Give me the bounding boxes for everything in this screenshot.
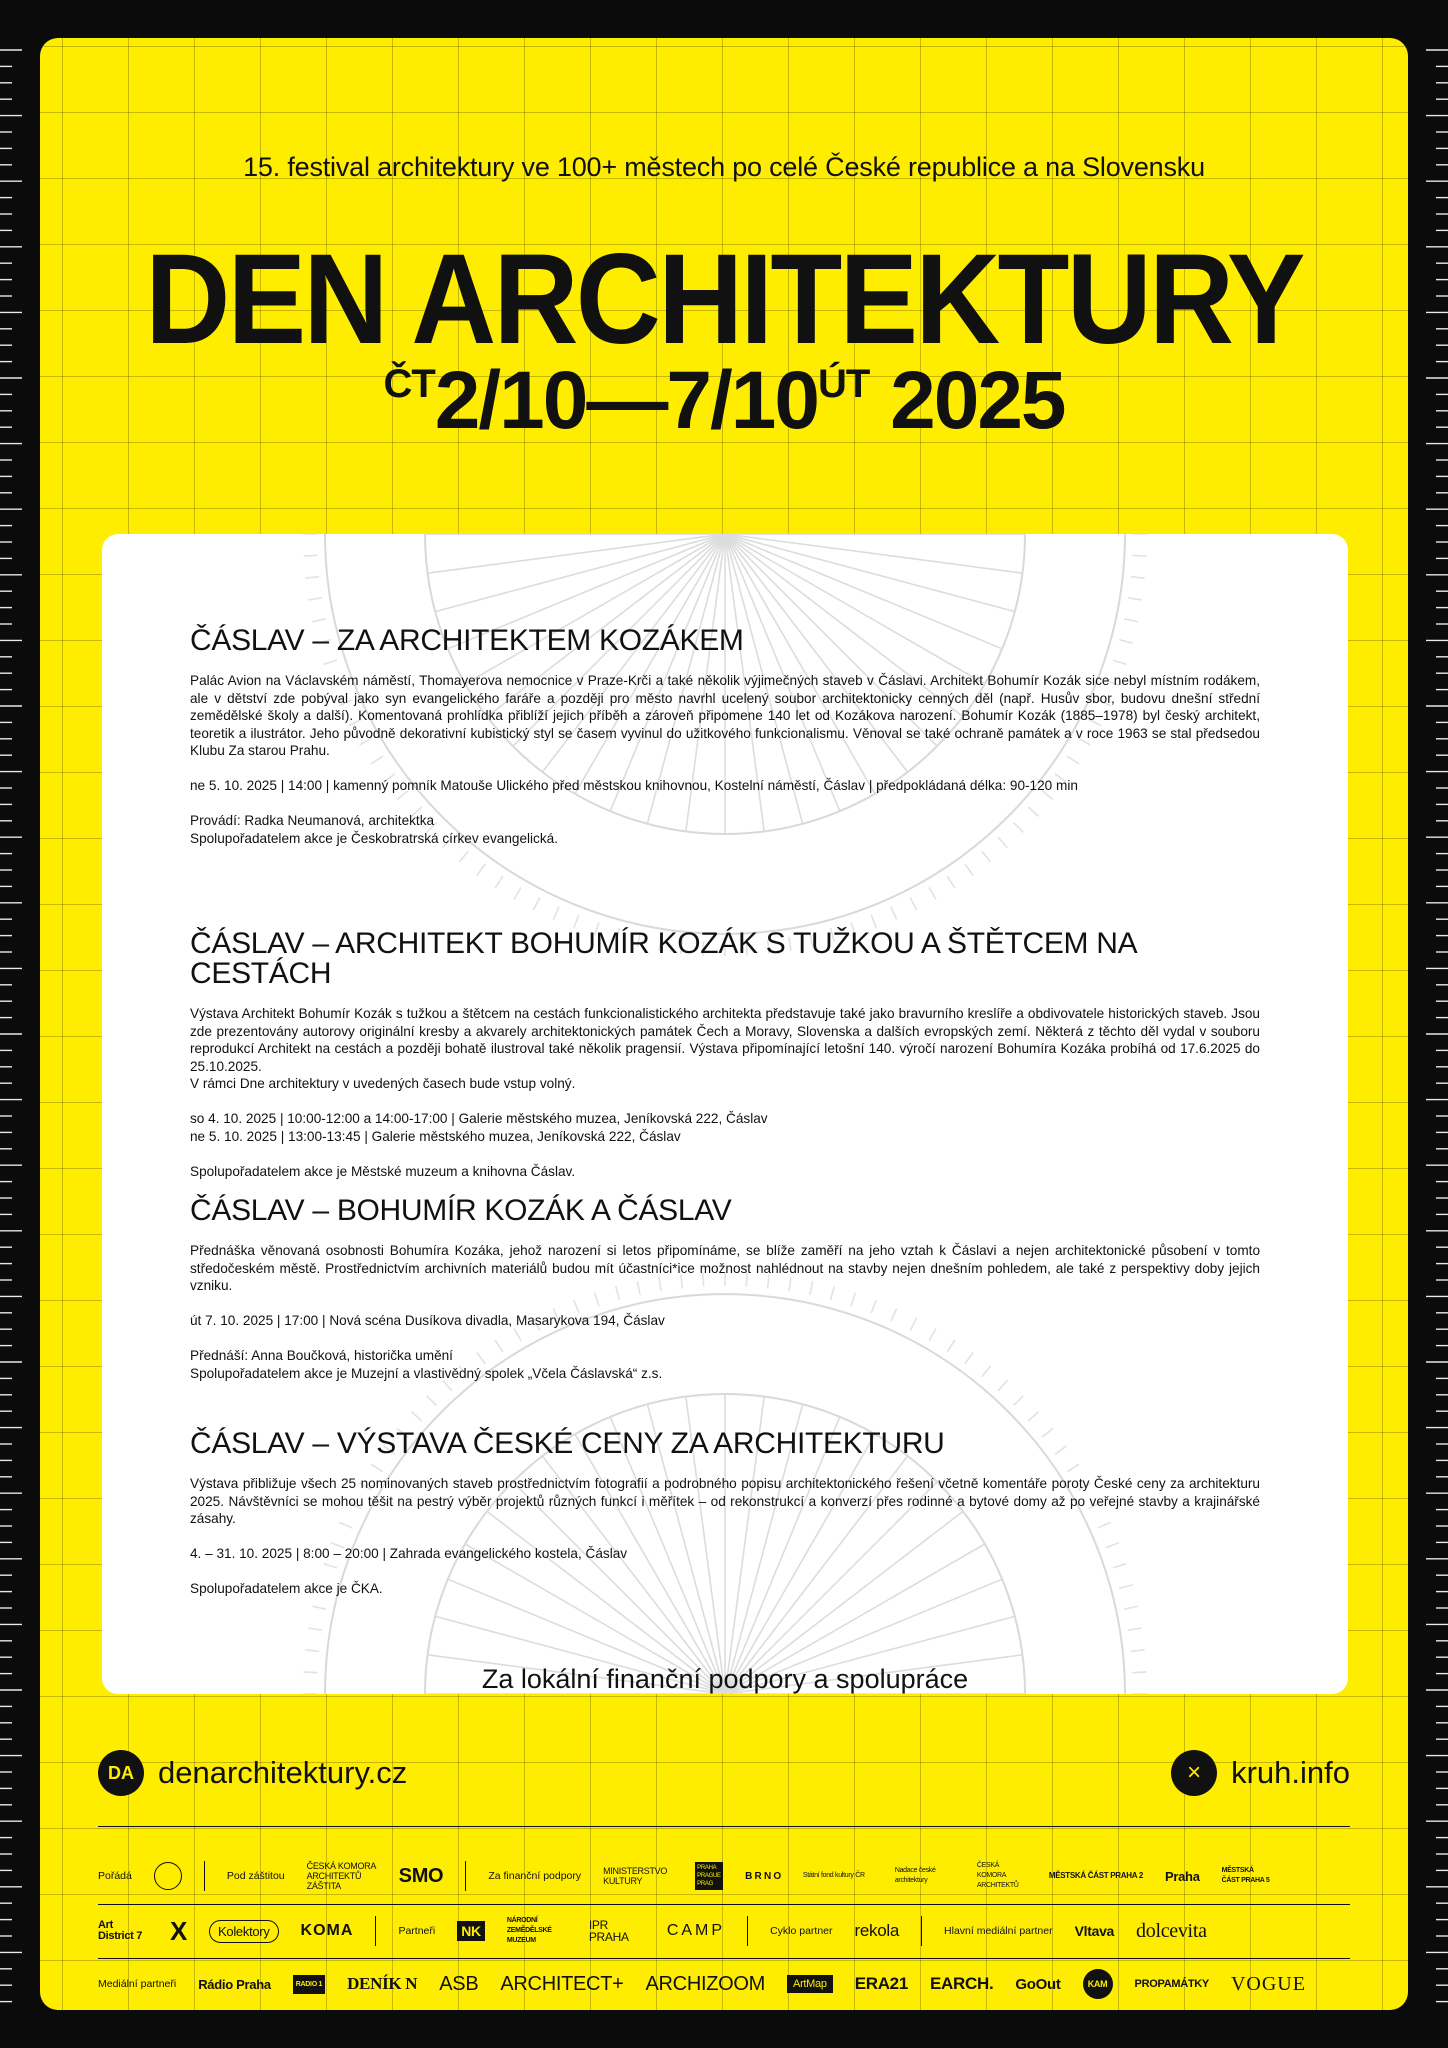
event-guide: Přednáší: Anna Boučková, historička umění <box>190 1348 453 1363</box>
compass-tick <box>982 851 991 862</box>
logo-smo: SMO <box>398 1864 444 1887</box>
logo-cka: ČESKÁ KOMORA ARCHITEKTŮ <box>976 1862 1019 1889</box>
compass-tick <box>427 1396 437 1406</box>
logo-koma: KOMA <box>300 1922 354 1939</box>
compass-tick <box>305 1650 319 1651</box>
compass-tick <box>305 577 319 578</box>
logo-camp: CAMP <box>666 1922 726 1939</box>
compass-tick <box>891 907 897 920</box>
label-media: Mediální partneři <box>98 1978 177 1990</box>
kruh-badge: × <box>1171 1750 1217 1796</box>
logo-vogue: VOGUE <box>1230 1972 1306 1995</box>
event-partner: Spolupořadatelem akce je Českobratrská církev evangelická. <box>190 830 558 846</box>
event-partner: Spolupořadatelem akce je Muzejní a vlastivědný spolek „Včela Čáslavská“ z.s. <box>190 1365 663 1381</box>
logo-nzm: NÁRODNÍ ZEMĚDĚLSKÉ MUZEUM <box>506 1917 552 1944</box>
label-cycle: Cyklo partner <box>770 1925 833 1937</box>
logo-archizoom: ARCHIZOOM <box>645 1972 766 1995</box>
compass-tick <box>411 1412 421 1421</box>
logo-rekola: rekola <box>854 1921 900 1940</box>
compass-tick <box>1131 577 1145 578</box>
event-partner: Spolupořadatelem akce je ČKA. <box>190 1581 383 1596</box>
logo-praha10: X <box>170 1915 188 1946</box>
label-patronage: Pod záštitou <box>226 1870 285 1882</box>
logo-ipr: IPR PRAHA <box>588 1918 629 1944</box>
logo-propamatky: PROPAMÁTKY <box>1134 1978 1209 1990</box>
compass-tick <box>965 864 973 875</box>
logo-radio1: RADIO 1 <box>293 1975 325 1994</box>
event-schedule: 4. – 31. 10. 2025 | 8:00 – 20:00 | Zahrada evangelického kostela, Čáslav <box>190 1546 628 1561</box>
logo-praha: Praha <box>1165 1868 1200 1884</box>
event-title: ČÁSLAV – BOHUMÍR KOZÁK A ČÁSLAV <box>190 1194 732 1227</box>
date-range: 2/10—7/10 <box>434 355 818 446</box>
compass-tick <box>477 864 485 875</box>
compass-tick <box>495 876 503 888</box>
compass-ray <box>725 534 1015 612</box>
compass-tick <box>459 851 468 862</box>
logo-architect: ARCHITECT+ <box>500 1972 624 1995</box>
compass-tick <box>1131 1650 1145 1651</box>
compass-ray <box>435 534 725 612</box>
logo-vltava: Vltava <box>1074 1923 1115 1939</box>
da-badge: DA <box>98 1750 144 1796</box>
compass-tick <box>1124 1606 1138 1609</box>
festival-subtitle: 15. festival architektury ve 100+ městech po celé České republice a na Slovensku <box>243 152 1205 182</box>
event-title: ČÁSLAV – ZA ARCHITEKTEM KOZÁKEM <box>190 624 744 657</box>
compass-tick <box>308 1628 322 1630</box>
logo-praha-praga: PRAHA PRAGUE PRAG <box>695 1862 723 1890</box>
event-description: Přednáška věnovaná osobnosti Bohumíra Kozáka, jehož narození si letos připomínáme, se blíže zaměří na jeho vztah k Čáslavi a nejen architektonické působení v tomto středočeském městě. Prostřednictvím archivních materiálů budou mít účastníci*ice možnost nahlédnout na stavby nejen dnešním pohledem, ale také z perspektivy doby jejich vzniku. <box>190 1243 1260 1293</box>
day-end: ÚT <box>817 362 870 406</box>
event-partner: Spolupořadatelem akce je Městské muzeum a knihovna Čáslav. <box>190 1163 576 1179</box>
compass-tick <box>533 898 539 910</box>
festival-dates <box>40 355 1408 446</box>
logo-kolektory: Kolektory <box>209 1920 279 1943</box>
logo-row-media <box>98 1960 1350 2008</box>
compass-tick <box>308 598 322 600</box>
compass-tick <box>947 876 955 888</box>
event-2 <box>190 929 1260 1180</box>
divider <box>98 1826 1350 1827</box>
event-title: ČÁSLAV – ARCHITEKT BOHUMÍR KOZÁK S TUŽKOU A ŠTĚTCEM NA CESTÁCH <box>190 927 1136 990</box>
event-schedule-1: so 4. 10. 2025 | 10:00-12:00 a 14:00-17:00 | Galerie městského muzea, Jeníkovská 222, Čáslav <box>190 1111 768 1126</box>
logo-nadace: Nadace české architektury <box>894 1867 936 1884</box>
event-description: Výstava přibližuje všech 25 nominovaných staveb prostřednictvím fotografií a podrobného popisu architektonického řešení včetně komentáře poroty České ceny za architekturu 2025. Návštěvníci se mohou těšit na pestrý výběr projektů různých funkcí i měřítek – od rekonstrukcí a konverzí přes rodinné a bytové domy až po veřejné stavby a krajinářské zásahy. <box>190 1476 1260 1526</box>
compass-tick <box>1013 1396 1023 1406</box>
event-schedule-2: ne 5. 10. 2025 | 13:00-13:45 | Galerie městského muzea, Jeníkovská 222, Čáslav <box>190 1128 681 1144</box>
logo-kam: KAM <box>1083 1969 1113 1999</box>
festival-year: 2025 <box>890 355 1065 446</box>
event-title: ČÁSLAV – VÝSTAVA ČESKÉ CENY ZA ARCHITEKTURU <box>190 1427 945 1460</box>
festival-title: DEN ARCHITEKTURY <box>145 228 1303 371</box>
event-schedule: ne 5. 10. 2025 | 14:00 | kamenný pomník Matouše Ulického před městskou knihovnou, Kostelní náměstí, Čáslav | předpokládaná délka: 90-120 min <box>190 778 1078 793</box>
logo-praha5: MĚSTSKÁ ČÁST PRAHA 5 <box>1221 1867 1270 1884</box>
event-description: Výstava Architekt Bohumír Kozák s tužkou a štětcem na cestách funkcionalistického architekta představuje také jako bravurního kreslíře a obdivovatele historických staveb. Jsou zde prezentovány autorovy originální kresby a akvarely architektonických památek Čech a Moravy, Slovenska a dalších evropských zemí. Některá z těchto děl vydal v souboru reprodukcí Architekt na cestách a později bohatě ilustroval také několik pragensií. Výstava připomínající letošní 140. výročí narození Bohumíra Kozáka probíhá od 17.6.2025 do 25.10.2025. <box>190 1006 1260 1074</box>
site-left-link[interactable]: denarchitektury.cz <box>158 1755 408 1790</box>
logo-row-partners <box>98 1904 1350 1958</box>
compass-tick <box>553 907 559 920</box>
compass-tick <box>1028 1412 1038 1421</box>
event-1 <box>190 626 1260 847</box>
logo-sfk: Státní fond kultury ČR <box>802 1872 865 1879</box>
site-denarchitektury[interactable] <box>98 1750 407 1796</box>
logo-ministry: MINISTERSTVO KULTURY <box>603 1866 668 1886</box>
event-guide: Provádí: Radka Neumanová, architektka <box>190 813 435 828</box>
logo-denik: DENÍK N <box>347 1974 418 1993</box>
label-organizer: Pořádá <box>98 1870 132 1882</box>
compass-tick <box>312 619 326 622</box>
logo-era21: ERA21 <box>854 1974 908 1993</box>
logo-radio-praha: Rádio Praha <box>198 1976 271 1992</box>
kruh-logo-icon <box>154 1862 182 1890</box>
left-ruler-ticks <box>0 40 40 2010</box>
compass-tick <box>1128 1628 1142 1630</box>
support-heading: Za lokální finanční podpory a spolupráce <box>481 1664 969 1694</box>
compass-tick <box>929 887 936 899</box>
logo-artmap: ArtMap <box>787 1975 833 1993</box>
logo-artdistrict: Art District 7 <box>98 1919 143 1942</box>
logo-nk: NK <box>457 1921 485 1941</box>
label-partners: Partneři <box>398 1925 436 1937</box>
compass-tick <box>1124 619 1138 622</box>
logo-mc-praha2: MĚSTSKÁ ČÁST PRAHA 2 <box>1048 1871 1143 1880</box>
site-kruh[interactable] <box>1171 1750 1350 1796</box>
right-ruler-ticks <box>1408 40 1448 2010</box>
poster <box>40 38 1408 2010</box>
site-right-link[interactable]: kruh.info <box>1231 1755 1350 1790</box>
compass-tick <box>871 915 876 928</box>
compass-tick <box>910 898 916 910</box>
event-description: Palác Avion na Václavském náměstí, Thomayerova nemocnice v Praze-Krči a také několik výjimečných staveb v Čáslavi. Architekt Bohumír Kozák sice nebyl místním rodákem, ale v dětství zde pobýval jako syn evangelického faráře a později pro město navrhl ucelený soubor architektonicky cenných děl (např. Husův sbor, budovu dnešní střední zemědělské školy a další). Komentovaná prohlídka přiblíží jejich příběh a zároveň připomene 140 let od Kozákova narození. Bohumír Kozák (1885–1978) byl český architekt, teoretik a ilustrátor. Jeho původně dekorativní kubistický styl se časem vyvinul do užitkového funkcionalismu. Věnoval se také ochraně památek a v roce 1963 se stal předsedou Klubu Za starou Prahu. <box>190 673 1260 758</box>
logo-dolcevita: dolcevita <box>1136 1919 1207 1942</box>
program-card <box>102 534 1348 1694</box>
event-schedule: út 7. 10. 2025 | 17:00 | Nová scéna Dusíkova divadla, Masarykova 194, Čáslav <box>190 1313 665 1328</box>
divider <box>98 1958 1350 1959</box>
event-4 <box>190 1429 1260 1598</box>
label-media-main: Hlavní mediální partner <box>944 1925 1053 1937</box>
event-3 <box>190 1196 1260 1382</box>
compass-tick <box>1132 555 1146 556</box>
compass-tick <box>304 555 318 556</box>
label-funding: Za finanční podpory <box>488 1870 582 1882</box>
logo-cka-zastita: ČESKÁ KOMORA ARCHITEKTŮ ZÁŠTITA <box>306 1861 376 1891</box>
logo-row-organizers <box>98 1850 1350 1902</box>
logo-goout: GoOut <box>1015 1975 1061 1993</box>
logo-earch: EARCH. <box>930 1974 994 1993</box>
logo-asb: ASB <box>439 1972 479 1995</box>
compass-tick <box>1128 598 1142 600</box>
compass-tick <box>312 1606 326 1609</box>
compass-tick <box>514 887 521 899</box>
compass-tick <box>574 915 579 928</box>
logo-brno: B R N O <box>745 1870 781 1882</box>
day-start: ČT <box>383 362 435 406</box>
event-note: V rámci Dne architektury v uvedených časech bude vstup volný. <box>190 1076 576 1091</box>
